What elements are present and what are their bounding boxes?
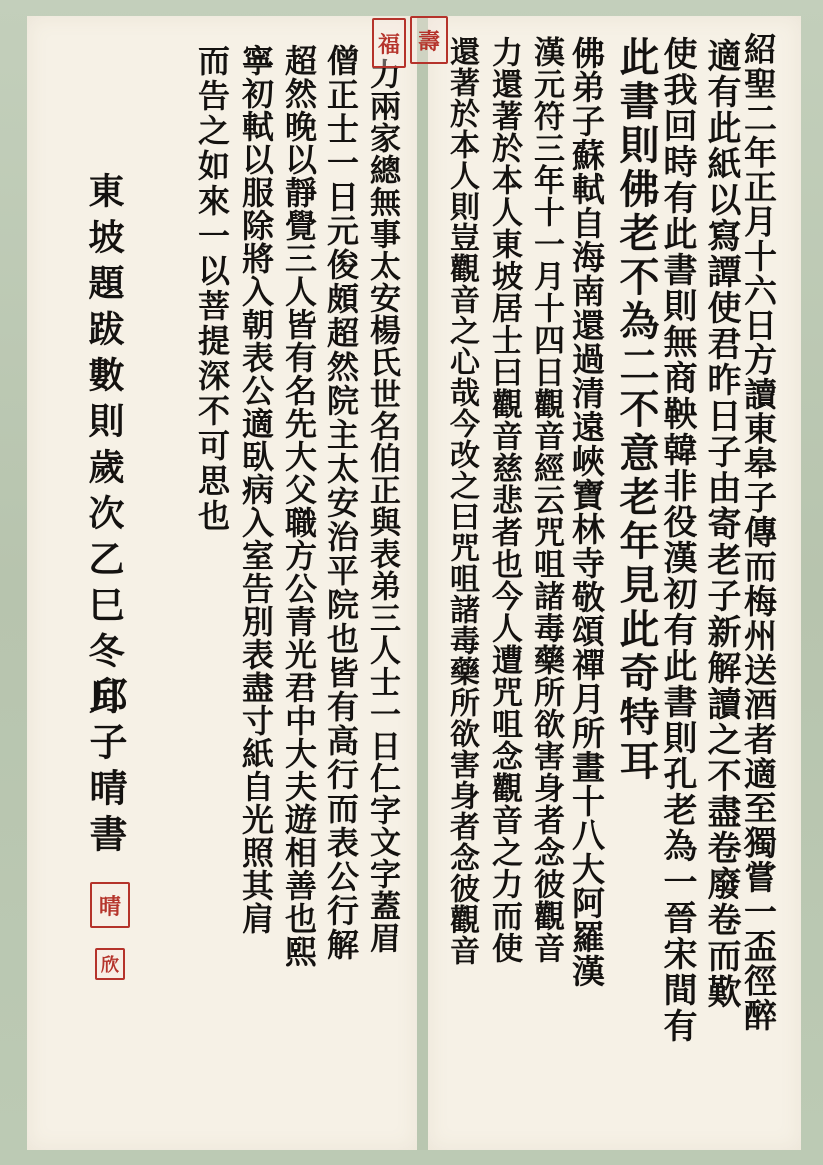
seal-top-left: 福 <box>372 18 406 68</box>
text-column-4: 此書則佛老不為二不意老年見此奇特耳 <box>613 36 660 784</box>
text-column-12: 寧初軾以服除將入朝表公適臥病入室告別表盡寸紙自光照其肩 <box>237 44 275 935</box>
text-column-11: 超然晚以靜覺三人皆有名先大父職方公青光君中大夫遊相善也熙 <box>280 44 318 968</box>
text-column-2: 適有此紙以寫譚使君昨日子由寄老子新解讀之不盡卷廢卷而歎 <box>701 38 741 1010</box>
text-column-13: 而告之如來一以菩提深不可思也 <box>193 44 231 534</box>
text-column-6: 漢元符三年十一月十四日觀音經云咒咀諸毒藥所欲害身者念彼觀音 <box>528 36 564 964</box>
signature-title-column: 東坡題跋數則歲次乙巳冬月 <box>83 172 125 724</box>
text-column-10: 僧正士一日元俊頗超然院主太安治平院也皆有高行而表公行解 <box>322 44 360 962</box>
signature-name-column: 邱子晴書 <box>83 676 128 860</box>
seal-top-right: 壽 <box>410 16 448 64</box>
panel-gutter <box>417 16 428 1150</box>
text-column-5: 佛弟子蘇軾自海南還過清遠峽寶林寺敬頌禪月所畫十八大阿羅漢 <box>567 36 606 988</box>
text-column-9: 力兩家總無事太安楊氏世名伯正與表弟三人士一日仁字文字蓋眉 <box>364 58 400 954</box>
text-column-7: 力還著於本人東坡居士曰觀音慈悲者也今人遭咒咀念觀音之力而使 <box>486 36 522 964</box>
text-column-3: 使我回時有此書則無商鞅韓非役漢初有此書則孔老為一晉宋間有 <box>657 36 697 1044</box>
seal-bottom-upper: 晴 <box>90 882 130 928</box>
seal-bottom-lower: 欣 <box>95 948 125 980</box>
text-column-1: 紹聖二年正月十六日方讀東皋子傳而梅州送酒者適至獨嘗一盃徑醉 <box>739 32 778 1033</box>
text-column-8: 還著於本人則豈觀音之心哉今改之曰咒咀諸毒藥所欲害身者念彼觀音 <box>444 36 479 966</box>
